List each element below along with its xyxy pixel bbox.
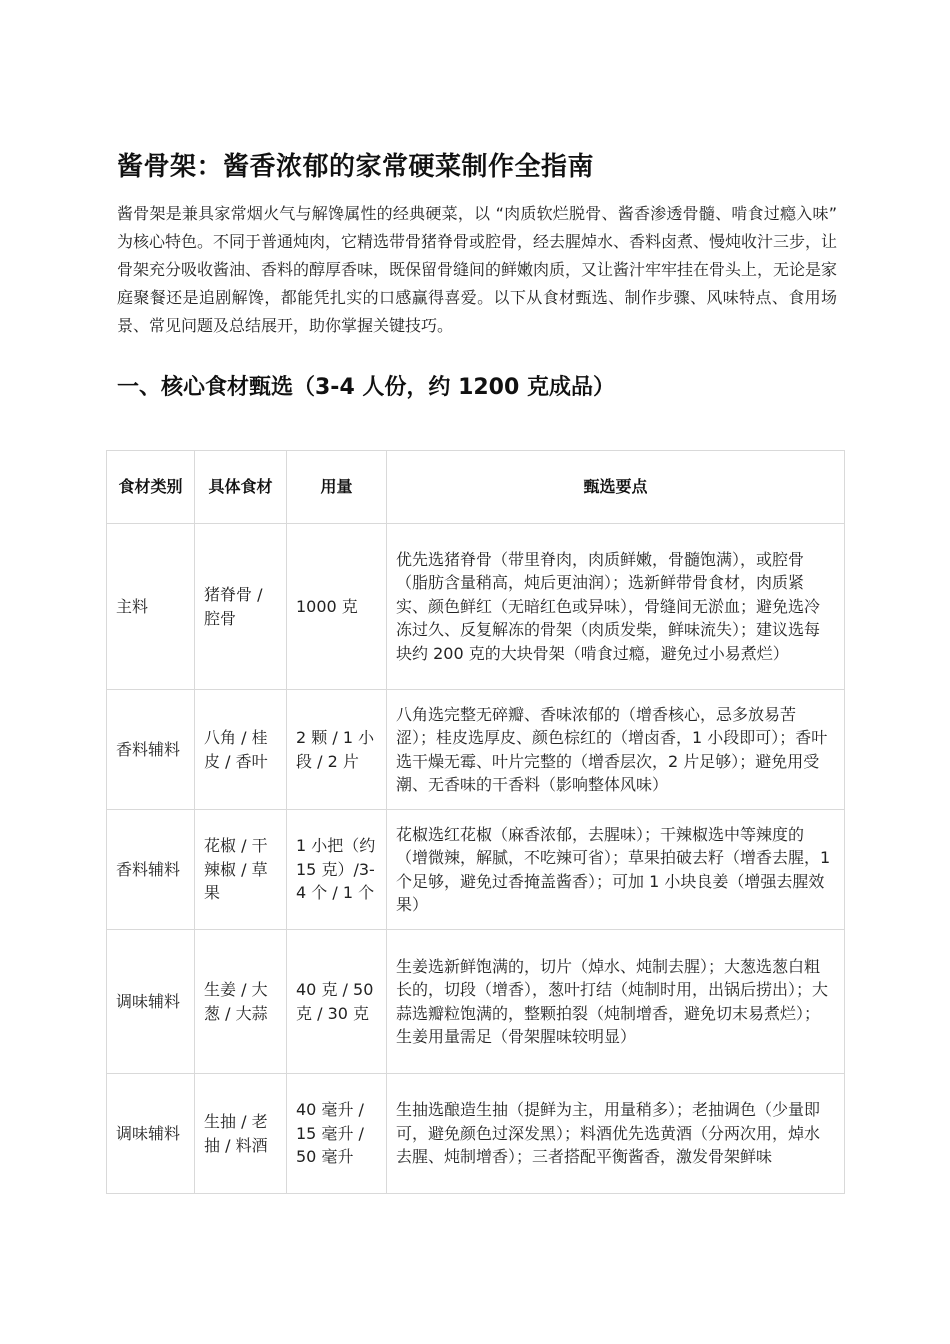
cell-amount: 2 颗 / 1 小段 / 2 片 (287, 690, 387, 810)
intro-paragraph: 酱骨架是兼具家常烟火气与解馋属性的经典硬菜，以 “肉质软烂脱骨、酱香渗透骨髓、啃食过瘾入味” 为核心特色。不同于普通炖肉，它精选带骨猪脊骨或腔骨，经去腥焯水、香料卤煮、慢炖收汁三步，让骨架充分吸收酱油、香料的醇厚香味，既保留骨缝间的鲜嫩肉质，又让酱汁牢牢挂在骨头上，无论是家庭聚餐还是追剧解馋，都能凭扎实的口感赢得喜爱。以下从食材甄选、制作步骤、风味特点、食用场景、常见问题及总结展开，助你掌握关键技巧。 (117, 204, 838, 335)
cell-items: 生姜 / 大葱 / 大蒜 (195, 930, 287, 1074)
table-row (107, 930, 845, 1074)
page-title: 酱骨架：酱香浓郁的家常硬菜制作全指南 (117, 152, 595, 182)
cell-items: 八角 / 桂皮 / 香叶 (195, 690, 287, 810)
cell-category: 香料辅料 (107, 690, 195, 810)
cell-category: 香料辅料 (107, 810, 195, 930)
cell-notes: 生抽选酿造生抽（提鲜为主，用量稍多）；老抽调色（少量即可，避免颜色过深发黑）；料酒优先选黄酒（分两次用，焯水去腥、炖制增香）；三者搭配平衡酱香，激发骨架鲜味 (387, 1074, 845, 1194)
column-header-items: 具体食材 (195, 451, 287, 524)
column-header-amount: 用量 (287, 451, 387, 524)
table-row (107, 690, 845, 810)
cell-notes: 优先选猪脊骨（带里脊肉，肉质鲜嫩，骨髓饱满），或腔骨（脂肪含量稍高，炖后更油润）；选新鲜带骨食材，肉质紧实、颜色鲜红（无暗红色或异味），骨缝间无淤血；避免选冷冻过久、反复解冻的骨架（肉质发柴，鲜味流失）；建议选每块约 200 克的大块骨架（啃食过瘾，避免过小易煮烂） (387, 524, 845, 690)
cell-items: 生抽 / 老抽 / 料酒 (195, 1074, 287, 1194)
cell-items: 花椒 / 干辣椒 / 草果 (195, 810, 287, 930)
cell-category: 调味辅料 (107, 1074, 195, 1194)
cell-amount: 1000 克 (287, 524, 387, 690)
table-row (107, 1074, 845, 1194)
cell-items: 猪脊骨 / 腔骨 (195, 524, 287, 690)
cell-notes: 生姜选新鲜饱满的，切片（焯水、炖制去腥）；大葱选葱白粗长的，切段（增香），葱叶打结（炖制时用，出锅后捞出）；大蒜选瓣粒饱满的，整颗拍裂（炖制增香，避免切末易煮烂）；生姜用量需足（骨架腥味较明显） (387, 930, 845, 1074)
table-row (107, 524, 845, 690)
ingredients-table (106, 450, 845, 1194)
cell-category: 调味辅料 (107, 930, 195, 1074)
table-header-row (107, 451, 845, 524)
column-header-notes: 甄选要点 (387, 451, 845, 524)
cell-notes: 八角选完整无碎瓣、香味浓郁的（增香核心，忌多放易苦涩）；桂皮选厚皮、颜色棕红的（增卤香，1 小段即可）；香叶选干燥无霉、叶片完整的（增香层次，2 片足够）；避免用受潮、无香味的干香料（影响整体风味） (387, 690, 845, 810)
column-header-category: 食材类别 (107, 451, 195, 524)
cell-notes: 花椒选红花椒（麻香浓郁，去腥味）；干辣椒选中等辣度的（增微辣，解腻，不吃辣可省）；草果拍破去籽（增香去腥，1 个足够，避免过香掩盖酱香）；可加 1 小块良姜（增强去腥效果） (387, 810, 845, 930)
table-row (107, 810, 845, 930)
cell-category: 主料 (107, 524, 195, 690)
cell-amount: 1 小把（约 15 克）/3-4 个 / 1 个 (287, 810, 387, 930)
cell-amount: 40 毫升 / 15 毫升 / 50 毫升 (287, 1074, 387, 1194)
cell-amount: 40 克 / 50 克 / 30 克 (287, 930, 387, 1074)
section-heading-ingredients: 一、核心食材甄选（3-4 人份，约 1200 克成品） (117, 375, 615, 400)
document-body (117, 148, 837, 406)
